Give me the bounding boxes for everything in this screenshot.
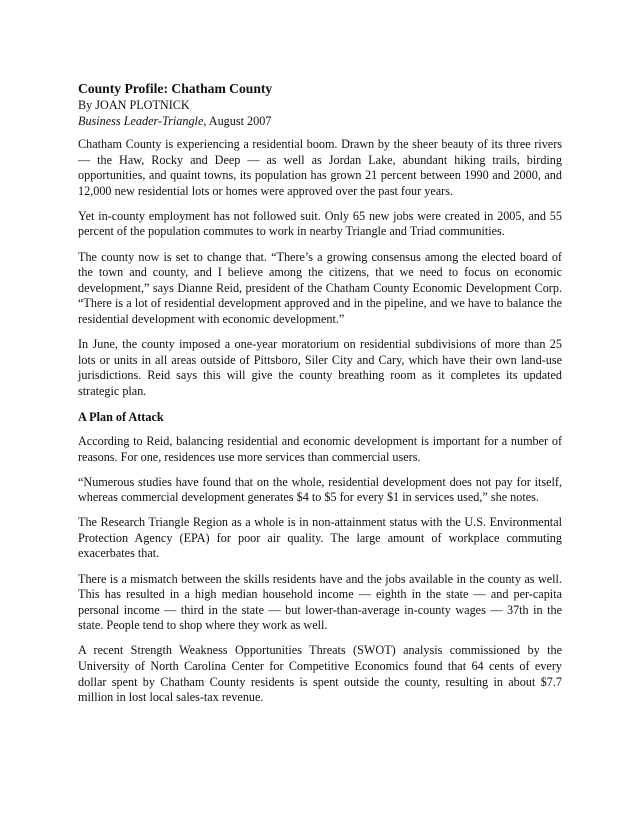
article-byline: By JOAN PLOTNICK xyxy=(78,98,190,112)
paragraph: “Numerous studies have found that on the whole, residential development does not pay for itself, whereas commercial development generates $4 to $5 for every $1 in services used,” she notes. xyxy=(78,474,562,505)
paragraph: The Research Triangle Region as a whole is in non-attainment status with the U.S. Environmental Protection Agency (EPA) for poor air quality. The large amount of workplace commuting exacerbates that. xyxy=(78,515,562,561)
paragraph: There is a mismatch between the skills residents have and the jobs available in the county as well. This has resulted in a high median household income — eighth in the state — and per-capita personal income — third in the state — but lower-than-average in-county wages — 37th in the state. People tend to shop where they work as well. xyxy=(78,571,562,633)
paragraph: The county now is set to change that. “There’s a growing consensus among the elected board of the town and county, and I believe among the citizens, that we need to focus on economic development,” says Dianne Reid, president of the Chatham County Economic Development Corp. “There is a lot of residential development approved and in the pipeline, and we have to balance the residential development with economic development.” xyxy=(78,249,562,326)
source-date: , August 2007 xyxy=(203,114,272,128)
paragraph: In June, the county imposed a one-year moratorium on residential subdivisions of more than 25 lots or units in all areas outside of Pittsboro, Siler City and Cary, which have their own land-use jurisdictions. Reid says this will give the county breathing room as it completes its updated strategic plan. xyxy=(78,337,562,398)
article-source xyxy=(78,113,562,129)
paragraph: According to Reid, balancing residential and economic development is important for a number of reasons. For one, residences use more services than commercial users. xyxy=(78,433,562,464)
document-page xyxy=(78,80,562,715)
paragraph: Yet in-county employment has not followed suit. Only 65 new jobs were created in 2005, and 55 percent of the population commutes to work in nearby Triangle and Triad communities. xyxy=(78,208,562,239)
section-heading: A Plan of Attack xyxy=(78,409,164,424)
source-publication: Business Leader-Triangle xyxy=(78,114,204,128)
article-title: County Profile: Chatham County xyxy=(78,81,273,96)
paragraph: A recent Strength Weakness Opportunities Threats (SWOT) analysis commissioned by the University of North Carolina Center for Competitive Economics found that 64 cents of every dollar spent by Chatham County residents is spent outside the county, resulting in about $7.7 million in lost local sales-tax revenue. xyxy=(78,643,562,705)
paragraph: Chatham County is experiencing a residential boom. Drawn by the sheer beauty of its three rivers — the Haw, Rocky and Deep — as well as Jordan Lake, abundant hiking trails, birding opportunities, and quaint towns, its population has grown 21 percent between 1990 and 2000, and 12,000 new residential lots or homes were approved over the past four years. xyxy=(78,137,562,198)
